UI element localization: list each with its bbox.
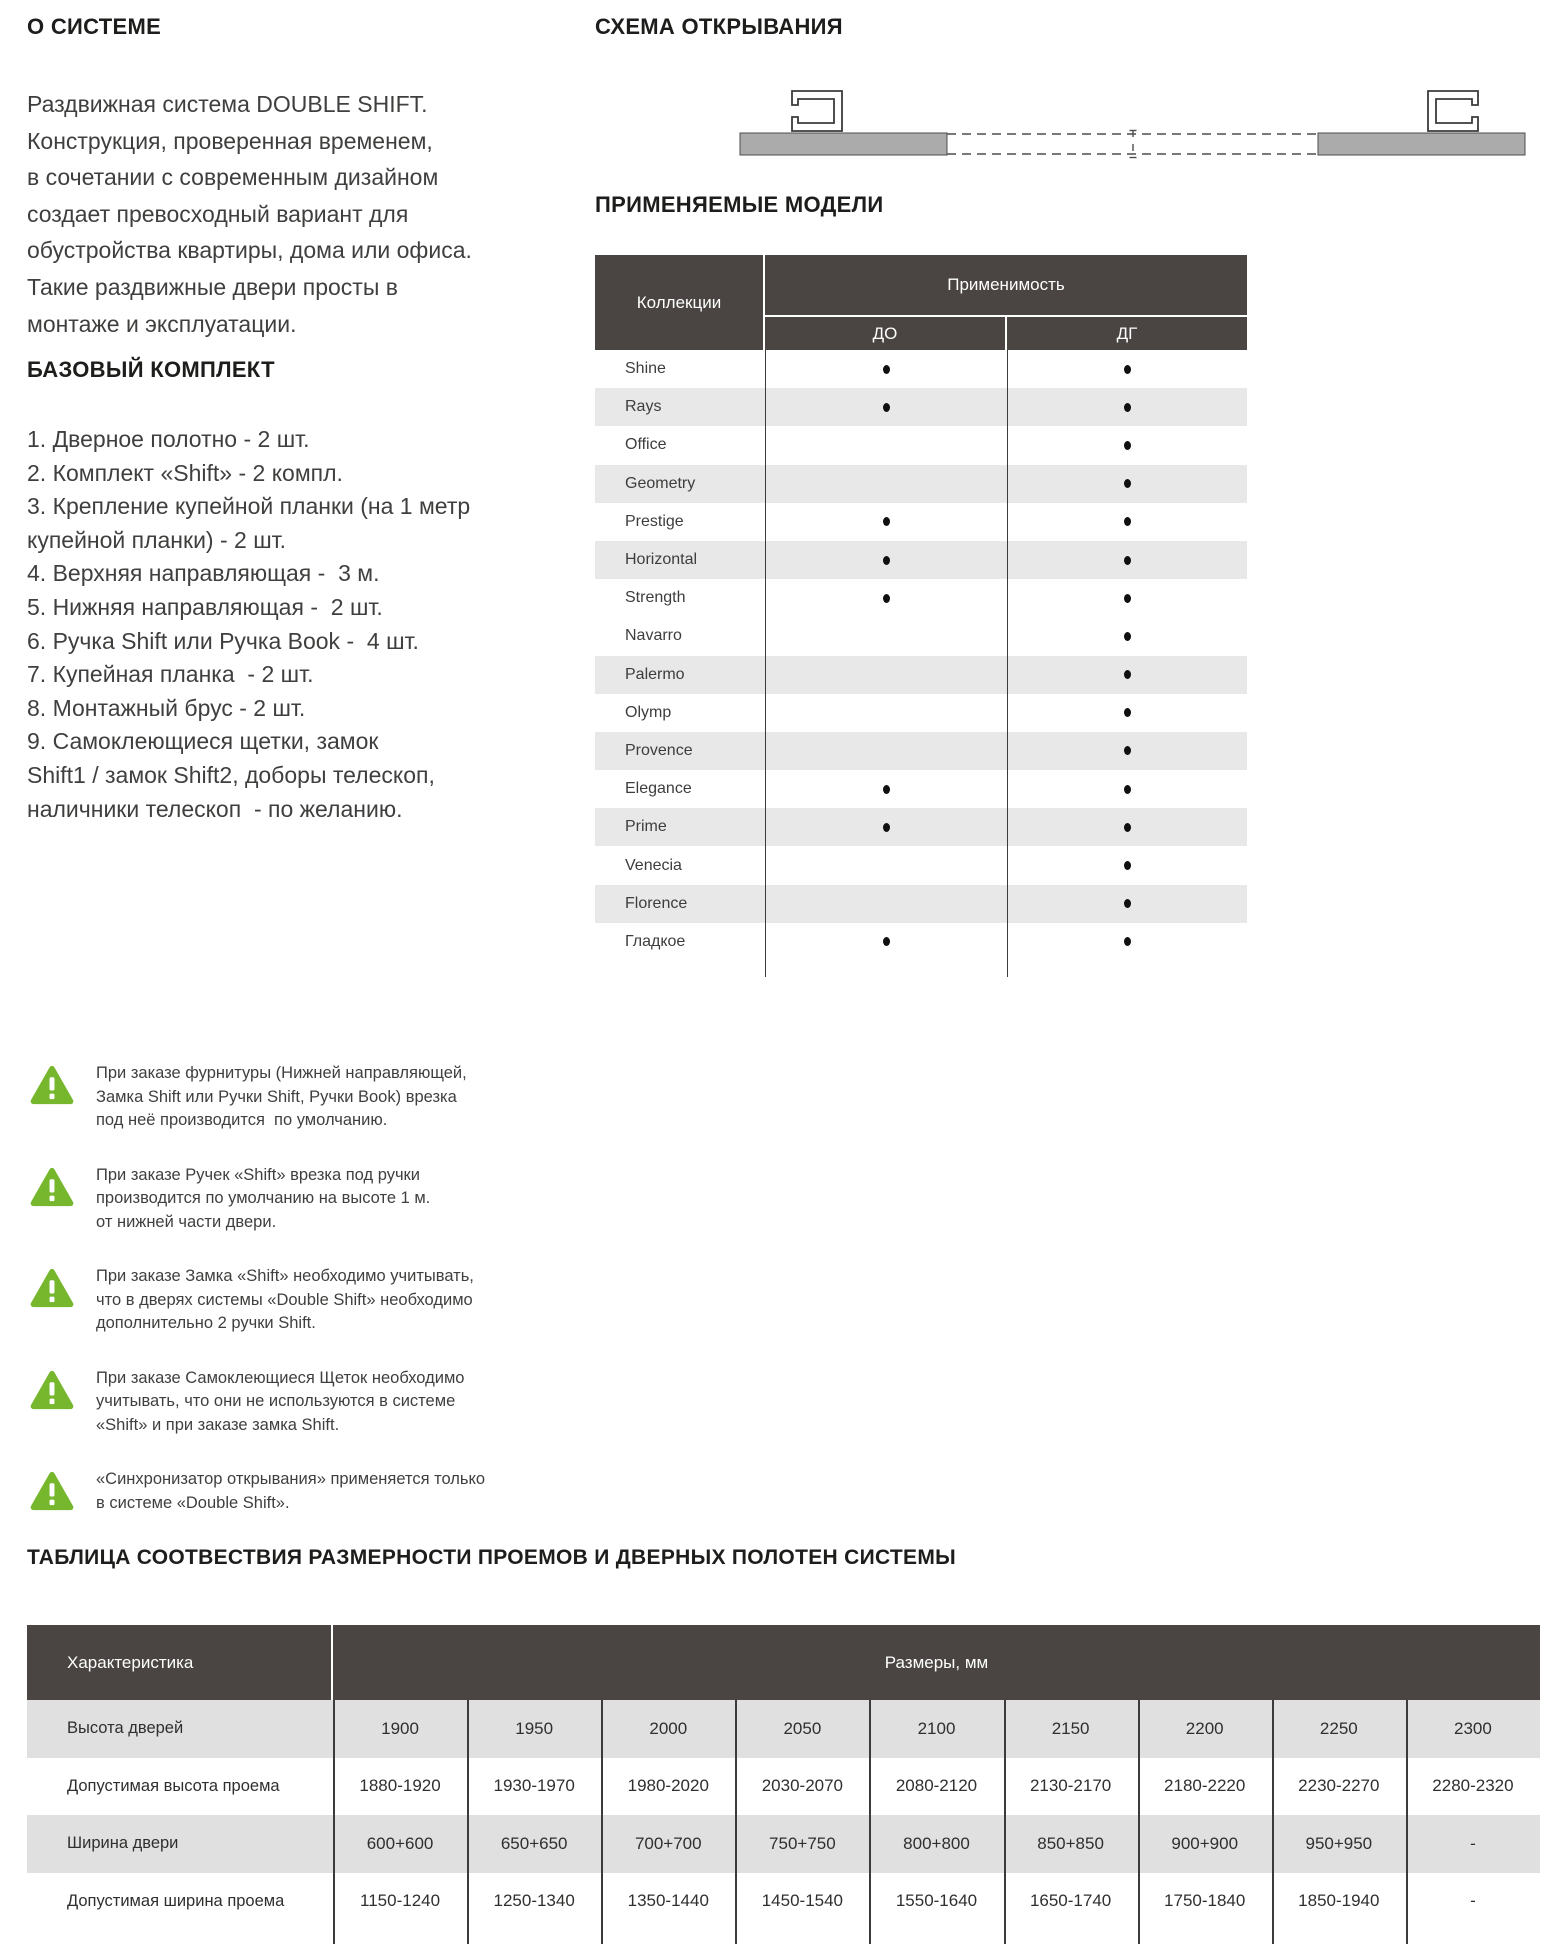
size-value: 800+800 [903, 1833, 970, 1853]
bullet [883, 365, 890, 374]
size-value: 2050 [783, 1718, 822, 1738]
table-row [595, 694, 1247, 732]
size-value: 1900 [381, 1718, 419, 1738]
bullet [883, 556, 890, 565]
table-row [595, 579, 1247, 617]
collection-name: Elegance [625, 780, 692, 798]
column-separator [1138, 1700, 1140, 1944]
column-separator [1406, 1700, 1408, 1944]
size-value: - [1470, 1891, 1476, 1911]
table-row [595, 617, 1247, 655]
text-line: 9. Самоклеющиеся щетки, замок [27, 728, 379, 755]
bullet [1124, 403, 1131, 412]
bullet [1124, 937, 1131, 946]
kit-list [27, 423, 470, 826]
warning-note [30, 1265, 485, 1336]
size-value: 1250-1340 [493, 1891, 575, 1911]
collection-name: Florence [625, 894, 688, 912]
table-row [595, 923, 1247, 961]
dg-cell [1007, 426, 1247, 464]
dg-cell [1007, 846, 1247, 884]
do-cell [765, 732, 1007, 770]
size-value: 2130-2170 [1029, 1776, 1112, 1796]
table-row [27, 1758, 1540, 1816]
size-value: 2150 [1051, 1718, 1090, 1738]
c-profile-left [792, 91, 842, 131]
do-cell [765, 426, 1007, 464]
text-line: купейной планки) - 2 шт. [27, 526, 287, 553]
warning-note [30, 1367, 485, 1438]
size-value: 2300 [1454, 1718, 1492, 1738]
size-value: 2230-2270 [1298, 1776, 1380, 1796]
warning-text [96, 1468, 485, 1515]
do-cell [765, 923, 1007, 961]
warnings-list [30, 1062, 485, 1515]
do-cell [765, 808, 1007, 846]
text-line: производится по умолчанию на высоте 1 м. [96, 1189, 431, 1207]
c-profile-right [1428, 91, 1478, 131]
table-row [595, 350, 1247, 388]
size-value: 2250 [1319, 1718, 1358, 1738]
warning-text [96, 1265, 474, 1336]
dg-cell [1007, 808, 1247, 846]
scheme-section-title: СХЕМА ОТКРЫВАНИЯ [595, 14, 843, 39]
do-cell [765, 388, 1007, 426]
text-line: в системе «Double Shift». [96, 1493, 290, 1512]
do-cell [765, 846, 1007, 884]
text-line: «Shift» и при заказе замка Shift. [96, 1415, 340, 1434]
bullet [1124, 365, 1131, 374]
bullet [1124, 479, 1131, 488]
characteristic-column-header: Характеристика [27, 1625, 333, 1700]
models-table-header [595, 255, 1247, 350]
column-separator [1004, 1700, 1006, 1944]
warning-text [96, 1062, 467, 1133]
dg-cell [1007, 350, 1247, 388]
size-value: 850+850 [1037, 1833, 1104, 1853]
collection-name: Olymp [625, 703, 672, 721]
collection-name: Horizontal [625, 551, 698, 569]
do-cell [765, 885, 1007, 923]
dg-column-header: ДГ [1116, 323, 1138, 343]
warning-text [96, 1164, 430, 1235]
column-separator [869, 1700, 871, 1944]
do-cell [765, 694, 1007, 732]
size-value: - [1470, 1833, 1476, 1853]
text-line: что в дверях системы «Double Shift» необходимо [96, 1290, 473, 1309]
text-line: 8. Монтажный брус - 2 шт. [27, 694, 306, 721]
warning-note [30, 1062, 485, 1133]
sizes-table-header [27, 1625, 1540, 1700]
text-line: Замка Shift или Ручки Shift, Ручки Book) врезка [96, 1087, 457, 1106]
column-separator [765, 350, 766, 977]
column-separator [467, 1700, 469, 1944]
warning-icon [30, 1167, 74, 1207]
table-row [595, 770, 1247, 808]
sizes-section-title: ТАБЛИЦА СООТВЕСТВИЯ РАЗМЕРНОСТИ ПРОЕМОВ И ДВЕРНЫХ ПОЛОТЕН СИСТЕМЫ [27, 1546, 956, 1569]
size-value: 1650-1740 [1029, 1891, 1112, 1911]
size-value: 2080-2120 [895, 1776, 978, 1796]
collection-name: Strength [625, 589, 686, 607]
size-value: 2280-2320 [1432, 1776, 1514, 1796]
do-cell [765, 541, 1007, 579]
dg-cell [1007, 388, 1247, 426]
text-line: в сочетании с современным дизайном [27, 164, 439, 191]
collection-name: Prime [625, 818, 667, 836]
text-line: Shift1 / замок Shift2, доборы телескоп, [27, 761, 435, 788]
text-line: Раздвижная система DOUBLE SHIFT. [27, 91, 428, 117]
applicability-column-header: Применимость [765, 255, 1247, 317]
table-row [27, 1873, 1540, 1931]
bullet [1124, 746, 1131, 755]
do-cell [765, 579, 1007, 617]
bullet [1124, 441, 1131, 450]
table-row [595, 503, 1247, 541]
bullet [1124, 899, 1131, 908]
dg-cell [1007, 579, 1247, 617]
kit-section-title: БАЗОВЫЙ КОМПЛЕКТ [27, 357, 275, 382]
text-line: учитывать, что они не используются в системе [96, 1392, 456, 1410]
text-line: Такие раздвижные двери просты в [27, 273, 398, 300]
text-line: 5. Нижняя направляющая - 2 шт. [27, 593, 383, 620]
table-row [595, 426, 1247, 464]
size-value: 600+600 [366, 1833, 434, 1853]
text-line: При заказе фурнитуры (Нижней направляющей, [96, 1064, 467, 1082]
column-separator [1007, 350, 1008, 977]
size-value: 1930-1970 [493, 1776, 575, 1796]
bullet [1124, 632, 1131, 641]
row-label: Высота дверей [67, 1719, 184, 1738]
warning-icon [30, 1471, 74, 1511]
text-line: 2. Комплект «Shift» - 2 компл. [27, 459, 343, 486]
size-value: 2180-2220 [1164, 1776, 1246, 1796]
sizes-table-body [27, 1700, 1540, 1930]
collection-name: Provence [625, 741, 693, 759]
text-line: 1. Дверное полотно - 2 шт. [27, 426, 310, 452]
do-cell [765, 350, 1007, 388]
collections-column-header: Коллекции [595, 255, 765, 350]
dg-cell [1007, 694, 1247, 732]
size-value: 1450-1540 [761, 1891, 844, 1911]
bullet [883, 594, 890, 603]
collection-name: Palermo [625, 665, 685, 683]
about-section-title: О СИСТЕМЕ [27, 14, 162, 39]
collection-name: Rays [625, 398, 662, 416]
collection-name: Venecia [625, 856, 682, 874]
models-table [595, 255, 1247, 961]
table-row [595, 388, 1247, 426]
table-row [595, 465, 1247, 503]
do-cell [765, 617, 1007, 655]
dg-cell [1007, 465, 1247, 503]
text-line: 3. Крепление купейной планки (на 1 метр [27, 493, 471, 520]
table-row [595, 732, 1247, 770]
collection-name: Prestige [625, 512, 684, 530]
do-cell [765, 465, 1007, 503]
models-section-title: ПРИМЕНЯЕМЫЕ МОДЕЛИ [595, 192, 884, 217]
text-line: При заказе Самоклеющиеся Щеток необходимо [96, 1368, 465, 1387]
do-column-header: ДО [765, 317, 1007, 350]
text-line: 7. Купейная планка - 2 шт. [27, 661, 314, 688]
column-separator [735, 1700, 737, 1944]
bullet [1124, 785, 1131, 794]
text-line: создает превосходный вариант для [27, 200, 409, 227]
size-value: 1150-1240 [360, 1891, 441, 1911]
column-separator [1272, 1700, 1274, 1944]
about-text [27, 86, 472, 342]
dg-cell [1007, 541, 1247, 579]
sizes-table [27, 1625, 1540, 1930]
bullet [883, 785, 890, 794]
row-label: Допустимая высота проема [67, 1776, 280, 1795]
warning-note [30, 1164, 485, 1235]
text-line: 6. Ручка Shift или Ручка Book - 4 шт. [27, 627, 419, 654]
table-row [595, 541, 1247, 579]
size-value: 2100 [917, 1718, 956, 1738]
bullet [1124, 670, 1131, 679]
dg-cell [1007, 770, 1247, 808]
bullet [1124, 708, 1131, 717]
bullet [1124, 517, 1131, 526]
bullet [1124, 861, 1131, 870]
size-value: 1550-1640 [895, 1891, 978, 1911]
size-value: 1880-1920 [359, 1776, 441, 1796]
dg-cell [1007, 656, 1247, 694]
text-line: дополнительно 2 ручки Shift. [96, 1314, 316, 1332]
bullet [1124, 823, 1131, 832]
dg-cell [1007, 503, 1247, 541]
warning-icon [30, 1065, 74, 1105]
table-row [27, 1700, 1540, 1758]
warning-text [96, 1367, 464, 1438]
table-row [595, 885, 1247, 923]
size-value: 900+900 [1171, 1833, 1239, 1853]
models-table-body [595, 350, 1247, 961]
table-row [595, 846, 1247, 884]
bullet [1124, 556, 1131, 565]
row-label: Ширина двери [67, 1834, 179, 1853]
text-line: При заказе Ручек «Shift» врезка под ручки [96, 1165, 420, 1184]
opening-scheme-diagram [595, 85, 1540, 170]
text-line: Конструкция, проверенная временем, [27, 127, 433, 154]
text-line: под неё производится по умолчанию. [96, 1111, 388, 1129]
column-separator [601, 1700, 603, 1944]
do-cell [765, 770, 1007, 808]
collection-name: Гладкое [625, 932, 686, 950]
bullet [883, 823, 890, 832]
size-value: 1350-1440 [627, 1891, 709, 1911]
bullet [883, 403, 890, 412]
collection-name: Office [625, 436, 667, 454]
warning-note [30, 1468, 485, 1515]
size-value: 2030-2070 [761, 1776, 844, 1796]
size-value: 950+950 [1305, 1833, 1373, 1853]
size-value: 1950 [515, 1718, 554, 1738]
text-line: При заказе Замка «Shift» необходимо учитывать, [96, 1267, 474, 1285]
collection-name: Geometry [625, 474, 696, 492]
row-label: Допустимая ширина проема [67, 1891, 285, 1910]
collection-name: Shine [625, 360, 666, 378]
dg-cell [1007, 732, 1247, 770]
table-row [595, 808, 1247, 846]
dg-cell [1007, 617, 1247, 655]
do-cell [765, 656, 1007, 694]
text-line: «Синхронизатор открывания» применяется только [96, 1470, 486, 1488]
bullet [883, 937, 890, 946]
text-line: монтаже и эксплуатации. [27, 310, 297, 337]
table-row [595, 656, 1247, 694]
do-cell [765, 503, 1007, 541]
text-line: обустройства квартиры, дома или офиса. [27, 237, 472, 264]
text-line: 4. Верхняя направляющая - 3 м. [27, 560, 380, 587]
size-value: 2200 [1185, 1718, 1224, 1738]
warning-icon [30, 1370, 74, 1410]
size-value: 650+650 [500, 1833, 568, 1853]
size-value: 700+700 [634, 1833, 702, 1853]
table-row [27, 1815, 1540, 1873]
door-panel-right [1318, 133, 1525, 155]
text-line: от нижней части двери. [96, 1212, 277, 1231]
collection-name: Navarro [625, 627, 682, 645]
text-line: наличники телескоп - по желанию. [27, 795, 403, 822]
dg-cell [1007, 923, 1247, 961]
door-panel-left [740, 133, 947, 155]
size-value: 1850-1940 [1298, 1891, 1380, 1911]
size-value: 1750-1840 [1164, 1891, 1246, 1911]
bullet [883, 517, 890, 526]
dg-cell [1007, 885, 1247, 923]
warning-icon [30, 1268, 74, 1308]
column-separator [333, 1700, 335, 1944]
size-value: 1980-2020 [627, 1776, 709, 1796]
bullet [1124, 594, 1131, 603]
sizes-column-header: Размеры, мм [884, 1652, 989, 1672]
size-value: 750+750 [769, 1833, 836, 1853]
size-value: 2000 [649, 1718, 688, 1738]
